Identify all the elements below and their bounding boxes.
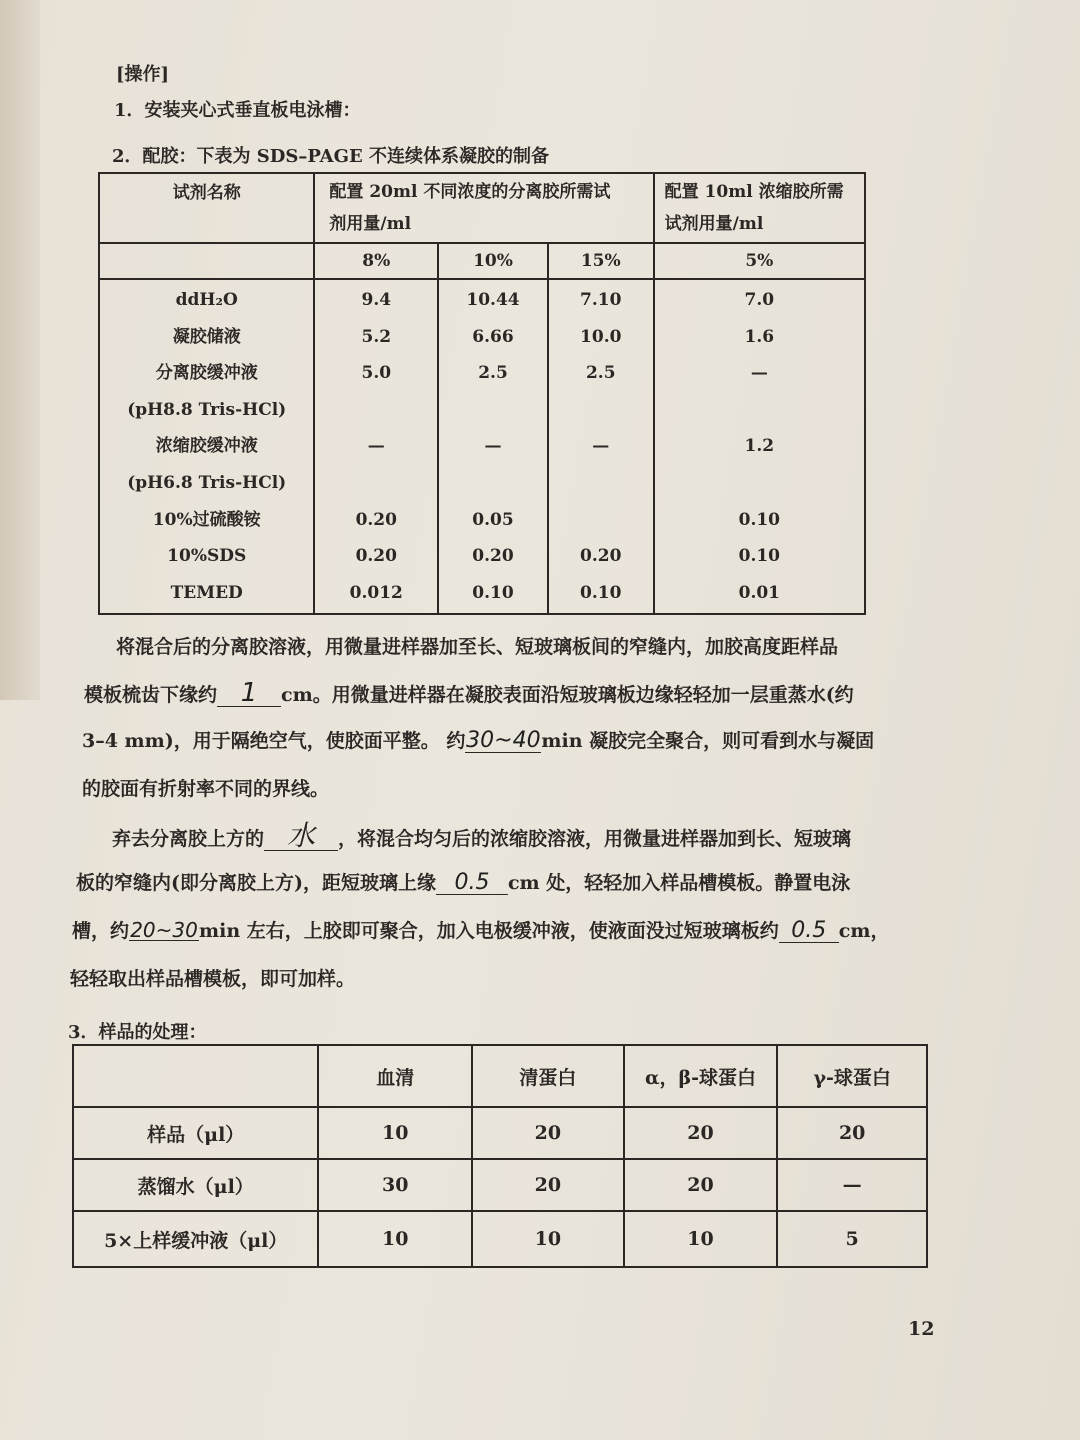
gel-cell (315, 465, 437, 502)
sample-header: γ-球蛋白 (777, 1045, 927, 1107)
values-8-column (314, 279, 438, 614)
gel-cell: 0.20 (472, 546, 514, 567)
sample-row-label: 样品（μl） (73, 1107, 318, 1159)
gel-cell: 0.20 (580, 546, 622, 567)
gel-cell: 0.20 (355, 509, 397, 530)
gel-cell: 6.66 (472, 326, 514, 347)
handwritten-blank: 20~30 (130, 918, 198, 942)
handwritten-blank: 水 (264, 822, 338, 851)
para1-line1: 将混合后的分离胶溶液，用微量进样器加至长、短玻璃板间的窄缝内，加胶高度距样品 (116, 636, 839, 658)
reagent-name: 10%SDS (167, 546, 247, 567)
para2-line2 (76, 868, 850, 895)
reagent-name: ddH₂O (175, 290, 238, 310)
gel-cell: — (592, 436, 610, 457)
section-label: [操作] (116, 64, 170, 85)
gel-cell (655, 465, 864, 502)
gel-cell (315, 392, 437, 429)
gel-cell: 2.5 (585, 363, 616, 384)
gel-cell (655, 392, 864, 429)
header-reagent: 试剂名称 (99, 173, 314, 243)
sample-cell: 20 (624, 1159, 778, 1211)
gel-cell: — (484, 436, 502, 457)
sample-row-label: 5×上样缓冲液（μl） (73, 1211, 318, 1267)
text: cm 处，轻轻加入样品槽模板。静置电泳 (507, 872, 851, 894)
gel-cell: 0.10 (738, 509, 781, 530)
conc-5: 5% (654, 243, 865, 279)
sample-header: 血清 (318, 1045, 472, 1107)
text: ，将混合均匀后的浓缩胶溶液，用微量进样器加到长、短玻璃 (338, 828, 852, 850)
para2-line3 (72, 916, 889, 943)
header-blank (99, 243, 314, 279)
para1-line4: 的胶面有折射率不同的界线。 (82, 778, 330, 800)
header-separating-line1: 配置 20ml 不同浓度的分离胶所需试 (329, 182, 611, 202)
reagent-name: (pH8.8 Tris-HCl) (127, 399, 287, 420)
reagent-name: 凝胶储液 (172, 326, 241, 347)
text: 槽，约 (72, 920, 130, 942)
handwritten-blank: 0.5 (779, 920, 839, 943)
gel-cell: 10.44 (466, 290, 520, 310)
para1-line2 (84, 680, 854, 707)
gel-cell: 0.10 (472, 582, 514, 603)
text: min 凝胶完全聚合，则可看到水与凝固 (541, 730, 875, 752)
reagent-name-column (99, 279, 314, 614)
header-stacking-gel (654, 173, 865, 243)
handwritten-blank: 30~40 (466, 728, 541, 753)
para2-line1 (112, 819, 852, 852)
reagent-name: TEMED (170, 582, 243, 603)
header-separating-gel (314, 173, 653, 243)
gel-cell: 9.4 (361, 290, 392, 310)
sample-header (73, 1045, 318, 1107)
page-binding-shadow (0, 0, 40, 700)
conc-15: 15% (548, 243, 654, 279)
sample-row-label: 蒸馏水（μl） (73, 1159, 318, 1211)
sample-cell: 10 (472, 1211, 624, 1267)
gel-cell (439, 392, 547, 429)
conc-10: 10% (438, 243, 548, 279)
gel-cell: 10.0 (580, 326, 622, 347)
gel-cell: — (750, 363, 768, 384)
gel-cell: 5.2 (361, 326, 392, 347)
sample-cell: 10 (624, 1211, 778, 1267)
page-number: 12 (908, 1318, 935, 1340)
sample-cell: 10 (318, 1107, 472, 1159)
gel-cell (549, 502, 653, 539)
sample-table (72, 1044, 928, 1268)
sample-cell: 5 (777, 1211, 927, 1267)
para2-line4: 轻轻取出样品槽模板，即可加样。 (70, 968, 356, 990)
sample-cell: — (777, 1159, 927, 1211)
sample-cell: 20 (777, 1107, 927, 1159)
gel-cell: 0.012 (349, 582, 403, 603)
text: cm， (838, 920, 890, 942)
values-15-column (548, 279, 654, 614)
text: 3–4 mm)，用于隔绝空气，使胶面平整。 约 (82, 730, 466, 752)
header-stacking-line1: 配置 10ml 浓缩胶所需 (664, 182, 844, 202)
gel-cell: 5.0 (361, 363, 392, 384)
values-5-column (654, 279, 865, 614)
values-10-column (438, 279, 548, 614)
text: 板的窄缝内(即分离胶上方)，距短玻璃上缘 (76, 872, 436, 894)
gel-cell: 0.20 (355, 546, 397, 567)
sample-cell: 20 (472, 1107, 624, 1159)
gel-cell: 1.2 (744, 436, 775, 457)
text: 模板梳齿下缘约 (84, 684, 218, 706)
conc-8: 8% (314, 243, 438, 279)
gel-table (98, 172, 866, 615)
gel-cell: 0.05 (472, 509, 514, 530)
header-stacking-line2: 试剂用量/ml (664, 214, 764, 234)
gel-cell: 0.10 (738, 546, 781, 567)
text: cm。用微量进样器在凝胶表面沿短玻璃板边缘轻轻加一层重蒸水(约 (281, 684, 854, 706)
step-3-heading: 3．样品的处理： (68, 1022, 207, 1043)
gel-cell: — (367, 436, 385, 457)
sample-cell: 20 (472, 1159, 624, 1211)
sample-cell: 30 (318, 1159, 472, 1211)
para1-line3 (82, 726, 874, 753)
gel-cell: 7.0 (744, 290, 775, 310)
sample-cell: 10 (318, 1211, 472, 1267)
sample-cell: 20 (624, 1107, 778, 1159)
header-separating-line2: 剂用量/ml (329, 214, 412, 234)
handwritten-blank: 0.5 (436, 872, 508, 895)
step-1-heading: 1．安装夹心式垂直板电泳槽： (114, 100, 361, 121)
sample-header: α，β-球蛋白 (624, 1045, 778, 1107)
reagent-name: (pH6.8 Tris-HCl) (127, 472, 287, 493)
gel-cell (439, 465, 547, 502)
reagent-name: 10%过硫酸铵 (152, 509, 261, 530)
gel-cell: 1.6 (744, 326, 775, 347)
reagent-name: 分离胶缓冲液 (155, 363, 258, 384)
gel-cell (549, 465, 653, 502)
text: min 左右，上胶即可聚合，加入电极缓冲液，使液面没过短玻璃板约 (199, 920, 779, 942)
gel-cell: 0.10 (580, 582, 622, 603)
gel-cell: 7.10 (580, 290, 622, 310)
sample-header: 清蛋白 (472, 1045, 624, 1107)
gel-cell (549, 392, 653, 429)
handwritten-blank: 1 (217, 680, 281, 707)
step-2-heading: 2．配胶：下表为 SDS–PAGE 不连续体系凝胶的制备 (112, 146, 549, 167)
gel-cell: 0.01 (738, 582, 781, 603)
reagent-name: 浓缩胶缓冲液 (155, 436, 258, 457)
gel-cell: 2.5 (478, 363, 508, 384)
text: 弃去分离胶上方的 (112, 828, 265, 850)
